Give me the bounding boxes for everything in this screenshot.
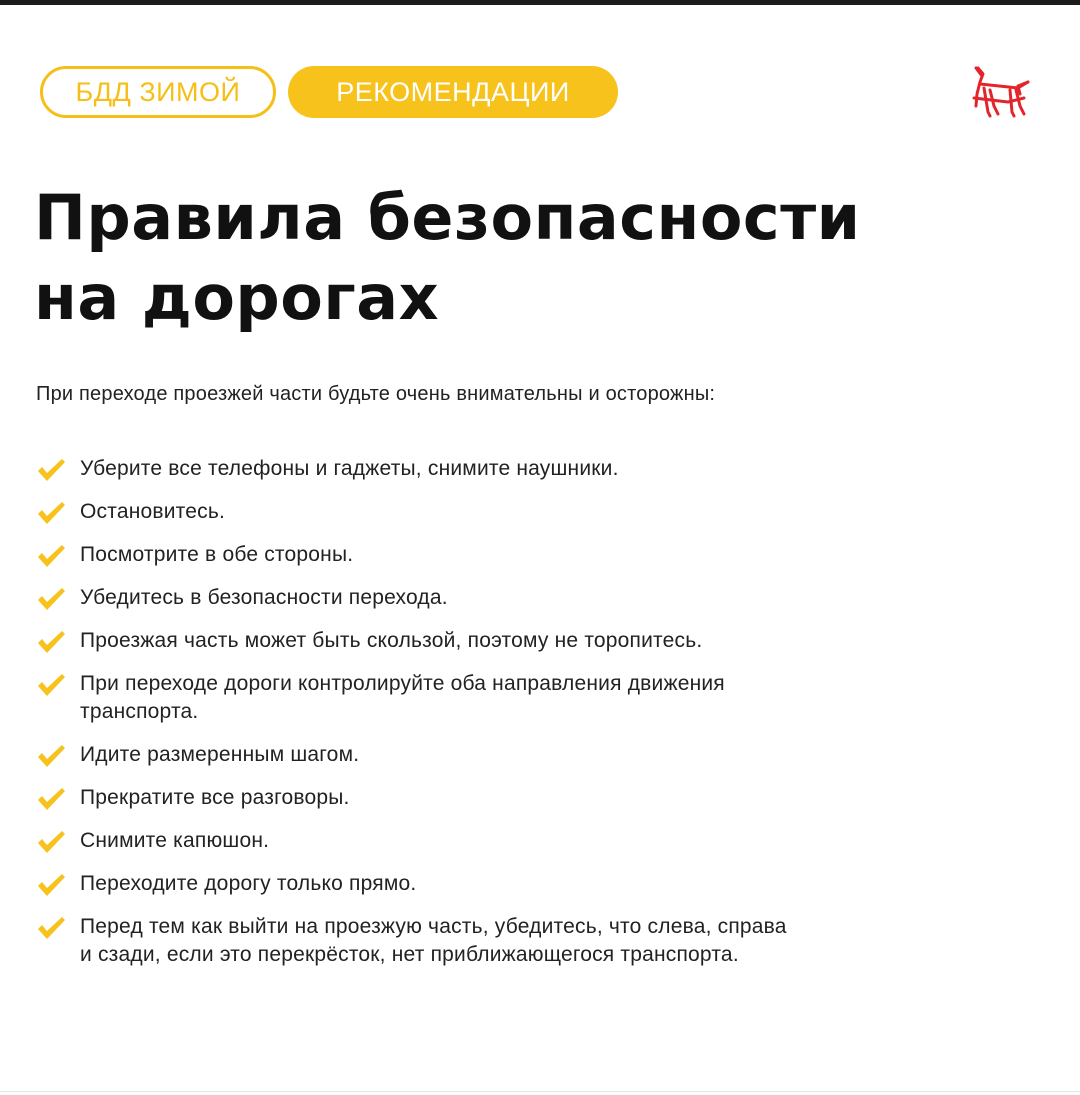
tag-winter-traffic[interactable]: БДД ЗИМОЙ: [40, 66, 276, 118]
checkmark-icon: [36, 629, 66, 655]
list-item-text: [80, 784, 350, 812]
list-item-text: [80, 670, 725, 726]
list-item-text: [80, 741, 359, 769]
list-item-line: Уберите все телефоны и гаджеты, снимите наушники.: [80, 457, 619, 480]
list-item: [36, 670, 996, 726]
checkmark-icon: [36, 872, 66, 898]
list-item-line: Переходите дорогу только прямо.: [80, 872, 417, 895]
checkmark-icon: [36, 672, 66, 698]
list-item-line: Снимите капюшон.: [80, 829, 270, 852]
list-item-line: Посмотрите в обе стороны.: [80, 543, 354, 566]
checkmark-icon: [36, 586, 66, 612]
list-item-text: [80, 541, 353, 569]
checkmark-icon: [36, 543, 66, 569]
list-item-line: Остановитесь.: [80, 500, 225, 523]
list-item-text: [80, 627, 702, 655]
list-item-text: [80, 584, 448, 612]
list-item-line: При переходе дороги контролируйте оба направления движения: [80, 672, 725, 695]
top-bar: [0, 0, 1080, 5]
list-item: [36, 784, 996, 812]
tag-recommendations[interactable]: РЕКОМЕНДАЦИИ: [288, 66, 618, 118]
intro-text: При переходе проезжей части будьте очень внимательны и осторожны:: [36, 383, 716, 405]
title-line-2: на дорогах: [34, 261, 440, 334]
list-item: [36, 913, 996, 969]
list-item-line: Перед тем как выйти на проезжую часть, убедитесь, что слева, справа: [80, 915, 787, 938]
tag-group: [40, 66, 618, 118]
list-item-text: [80, 498, 225, 526]
list-item-text: [80, 455, 619, 483]
checkmark-icon: [36, 500, 66, 526]
list-item: [36, 870, 996, 898]
checkmark-icon: [36, 457, 66, 483]
list-item-text: [80, 870, 416, 898]
checkmark-icon: [36, 829, 66, 855]
list-item-line: и сзади, если это перекрёсток, нет приближающегося транспорта.: [80, 943, 739, 966]
checkmark-icon: [36, 915, 66, 941]
list-item-line: Идите размеренным шагом.: [80, 743, 360, 766]
bottom-divider: [0, 1091, 1080, 1092]
list-item: [36, 741, 996, 769]
list-item-text: [80, 913, 787, 969]
page-title: [34, 178, 1034, 338]
list-item: [36, 455, 996, 483]
horse-logo-icon: [968, 62, 1034, 120]
rules-list: [36, 455, 996, 984]
checkmark-icon: [36, 786, 66, 812]
list-item-line: Убедитесь в безопасности перехода.: [80, 586, 448, 609]
list-item-line: Прекратите все разговоры.: [80, 786, 350, 809]
checkmark-icon: [36, 743, 66, 769]
list-item: [36, 827, 996, 855]
list-item-text: [80, 827, 269, 855]
list-item: [36, 627, 996, 655]
list-item-line: Проезжая часть может быть скользой, поэтому не торопитесь.: [80, 629, 703, 652]
list-item: [36, 498, 996, 526]
title-line-1: Правила безопасности: [34, 181, 861, 254]
list-item: [36, 584, 996, 612]
list-item-line: транспорта.: [80, 700, 199, 723]
list-item: [36, 541, 996, 569]
